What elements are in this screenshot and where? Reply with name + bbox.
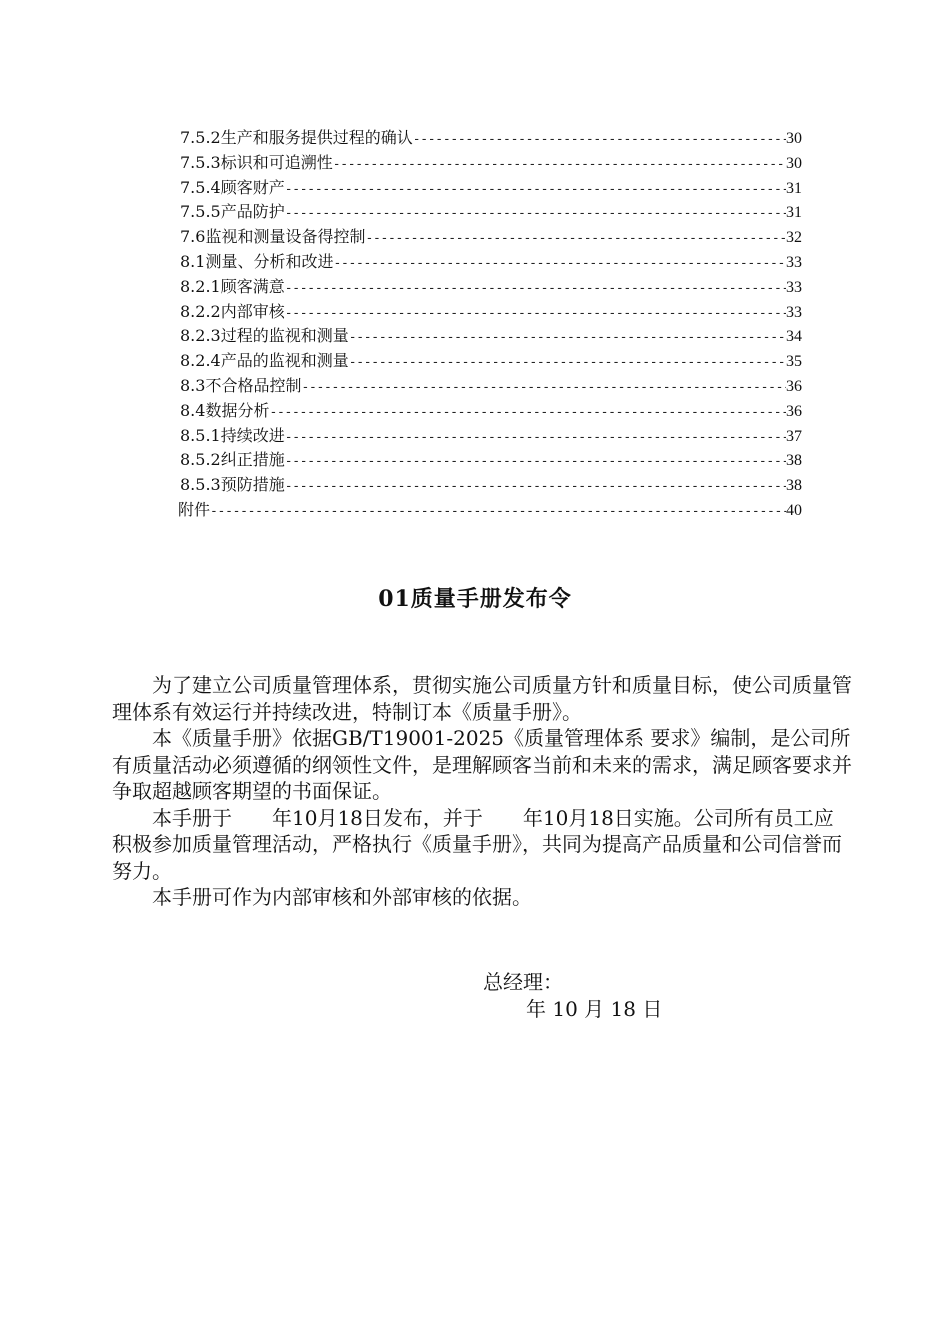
toc-entry-label: 7.5.3标识和可追溯性 [180,152,333,172]
toc-dot-leader [285,426,786,451]
toc-entry-page: 40 [786,501,802,519]
toc-entry-label: 8.3不合格品控制 [180,375,302,395]
toc-entry[interactable] [180,300,802,325]
toc-entry-page: 30 [786,130,802,147]
toc-entry-page: 36 [786,402,802,420]
toc-entry-label: 8.1测量、分析和改进 [180,251,334,271]
toc-entry[interactable] [180,200,802,225]
paragraph-basis: 本《质量手册》依据GB/T19001-2025《质量管理体系 要求》编制，是公司所有质量活动必须遵循的纲领性文件，是理解顾客当前和未来的需求，满足顾客要求并争取超越顾客期望的书面保证。 [112,726,852,803]
signature-title: 总经理： [483,970,563,994]
toc-entry[interactable] [180,324,802,349]
toc-dot-leader [333,153,786,178]
toc-entry-page: 38 [786,477,802,495]
paragraph-purpose: 为了建立公司质量管理体系，贯彻实施公司质量方针和质量目标，使公司质量管理体系有效运行并持续改进，特制订本《质量手册》。 [112,673,852,724]
page-title: 01质量手册发布令 [378,586,572,612]
toc-dot-leader [285,277,786,302]
signature-date: 年 10 月 18 日 [526,997,663,1021]
toc-entry[interactable] [180,151,802,176]
toc-dot-leader [349,351,786,376]
toc-dot-leader [333,252,786,277]
paragraph-audit-basis: 本手册可作为内部审核和外部审核的依据。 [112,885,532,909]
paragraph-release-date: 本手册于 年10月18日发布，并于 年10月18日实施。公司所有员工应积极参加质量管理活动，严格执行《质量手册》，共同为提高产品质量和公司信誉而努力。 [112,805,842,883]
toc-dot-leader [285,302,786,327]
toc-entry[interactable] [178,498,802,523]
toc-entry-label: 8.2.3过程的监视和测量 [180,326,349,346]
toc-entry-label: 8.2.2内部审核 [180,301,285,321]
table-of-contents [180,126,802,523]
toc-entry-label: 8.5.2纠正措施 [180,450,285,470]
toc-dot-leader [285,178,786,203]
toc-dot-leader [413,128,786,153]
toc-entry-label: 7.6监视和测量设备得控制 [180,227,366,247]
toc-dot-leader [210,500,786,525]
toc-entry-page: 32 [786,229,802,247]
toc-entry-page: 31 [786,204,802,222]
toc-dot-leader [301,376,786,401]
toc-entry[interactable] [180,275,802,300]
toc-dot-leader [269,401,786,426]
toc-entry-page: 36 [786,377,802,395]
toc-entry-page: 30 [786,154,802,172]
toc-entry[interactable] [180,448,802,473]
toc-entry-page: 33 [786,278,802,296]
toc-dot-leader [349,326,786,351]
toc-entry-page: 38 [786,452,802,470]
toc-entry-page: 33 [786,253,802,271]
toc-entry-page: 34 [786,328,802,346]
toc-dot-leader [365,227,786,252]
toc-entry-label: 7.5.4顾客财产 [180,177,285,197]
toc-entry[interactable] [180,374,802,399]
toc-entry-label: 附件 [178,499,211,519]
toc-entry[interactable] [180,126,802,151]
toc-entry-page: 37 [786,427,802,445]
toc-dot-leader [285,450,786,475]
toc-entry-label: 8.2.1顾客满意 [180,276,285,296]
toc-dot-leader [285,475,786,500]
toc-entry-page: 33 [786,303,802,321]
toc-entry[interactable] [180,473,802,498]
toc-entry-page: 31 [786,179,802,197]
toc-entry-page: 35 [786,353,802,371]
toc-entry[interactable] [180,225,802,250]
toc-entry-label: 8.5.1持续改进 [180,425,285,445]
toc-entry-label: 8.4数据分析 [180,400,270,420]
toc-entry[interactable] [180,349,802,374]
toc-entry[interactable] [180,399,802,424]
toc-entry-label: 8.5.3预防措施 [180,475,285,495]
toc-entry[interactable] [180,250,802,275]
toc-entry-label: 7.5.2生产和服务提供过程的确认 [180,128,413,147]
toc-dot-leader [285,202,786,227]
toc-entry[interactable] [180,176,802,201]
toc-entry-label: 8.2.4产品的监视和测量 [180,351,349,371]
release-order-body [112,672,852,911]
toc-entry[interactable] [180,424,802,449]
toc-entry-label: 7.5.5产品防护 [180,202,285,222]
